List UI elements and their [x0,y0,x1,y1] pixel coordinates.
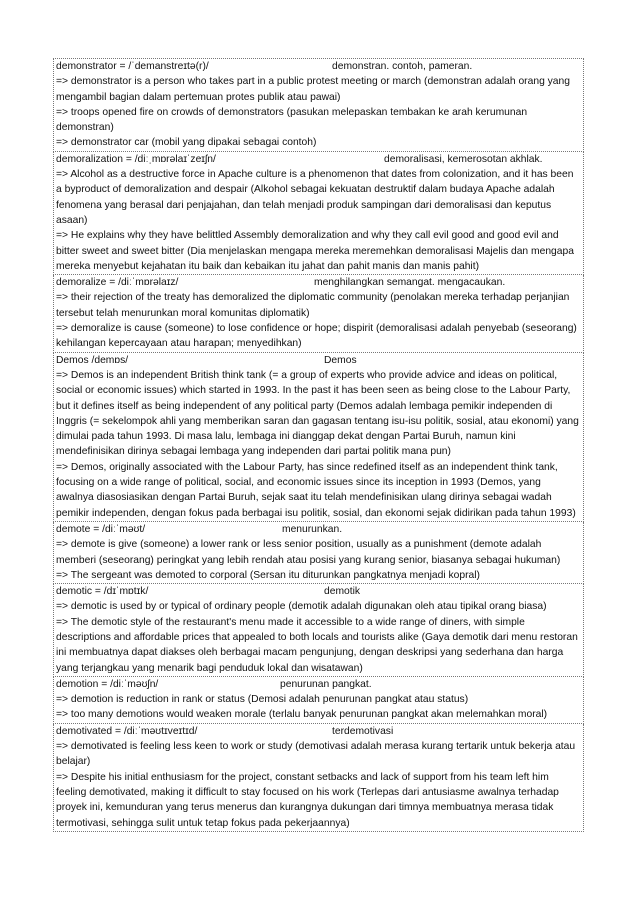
example-sentence: => Alcohol as a destructive force in Apache culture is a phenomenon that dates from colonization, and it has been a byproduct of demoralization and despair (Alkohol sebagai kekuatan destruktif dalam budaya Apache adalah fenomena yang berasal dari penjajahan, dan telah menjadi produk sampingan dari demoralisasi dan keputus asaan) [56,169,574,226]
entry-term: Demos /demɒs/ [56,354,129,366]
entry-header [54,677,583,692]
example-sentence: => He explains why they have belittled Assembly demoralization and why they call evil good and good evil and bitter sweet and sweet bitter (Dia menjelaskan mengapa mereka meremehkan demoralisasi Majelis dan mengapa mereka menyebut kejahatan itu baik dan kebaikan itu jahat dan pahit manis dan manis pahit) [56,230,574,272]
entry-meaning: demonstran. contoh, pameran. [332,61,473,72]
entry-header [54,152,583,167]
example-sentence: => The demotic style of the restaurant's menu made it accessible to a wide range of diners, with simple descriptions and affordable prices that appealed to both locals and tourists alike (Gaya demotik dari menu restoran ini membuatnya dapat diakses oleh berbagai macam pengunjung, dengan deskripsi yang sederhana dan harga yang terjangkau yang menarik bagi penduduk lokal dan wisatawan) [56,616,578,674]
entry-meaning: demotik [324,586,361,598]
dictionary-entry [53,522,584,584]
entry-term: demote = /diːˈməʊt/ [56,523,146,535]
entry-header [54,724,583,739]
example-sentence: => demonstrator is a person who takes part in a public protest meeting or march (demonstran adalah orang yang mengambil bagian dalam pertemuan protes publik atau pawai) [56,76,570,103]
example-sentence: => demonstrator car (mobil yang dipakai sebagai contoh) [56,137,317,149]
dictionary-entry [53,58,584,152]
entry-term: demoralize = /diːˈmɒrəlaɪz/ [56,277,179,289]
entry-term: demoralization = /diːˌmɒrəlaɪˈzeɪʃn/ [56,153,216,165]
entry-header [54,353,583,368]
example-sentence: => troops opened fire on crowds of demonstrators (pasukan melepaskan tembakan ke arah kerumunan demonstran) [56,106,528,134]
example-sentence: => their rejection of the treaty has demoralized the diplomatic community (penolakan mereka terhadap perjanjian tersebut telah menurunkan moral komunitas diplomatik) [56,292,570,319]
example-sentence: => demotivated is feeling less keen to work or study (demotivasi adalah merasa kurang tertarik untuk bekerja atau belajar) [56,741,576,768]
entry-meaning: menurunkan. [282,523,343,535]
entry-header [54,522,583,537]
example-sentence: => demoralize is cause (someone) to lose confidence or hope; dispirit (demoralisasi adalah penyebab (seseorang) kehilangan kepercayaan atau harapan; menyedihkan) [56,323,577,350]
entry-header [54,59,583,74]
dictionary-entry [53,677,584,724]
example-sentence: => Demos is an independent British think tank (= a group of experts who provide advice and ideas on political, social or economic issues) which started in 1993. In the past it has been seen as being close to the Labour Party, but it defines itself as being independent of any political party (Demos adalah lembaga pemikir independen di Inggris (= sekelompok ahli yang memberikan saran dan gagasan tentang isu-isu politik, sosial, atau ekonomi) yang dimulai pada tahun 1993. Di masa lalu, lembaga ini dianggap dekat dengan Partai Buruh, namun kini mendefinisikan dirinya sebagai lembaga yang independen dari partai politik mana pun) [56,369,579,458]
entry-term: demotion = /diːˈməʊʃn/ [56,678,159,690]
entry-term: demotivated = /diːˈməʊtɪveɪtɪd/ [56,725,198,737]
dictionary-entry [53,152,584,275]
entry-term: demotic = /dɪˈmɒtɪk/ [56,586,149,598]
example-sentence: => Demos, originally associated with the Labour Party, has since redefined itself as an independent think tank, focusing on a wide range of political, social, and economic issues since its inception in 1993 (Demos, yang awalnya diasosiasikan dengan Partai Buruh, sejak saat itu telah mendefinisikan ulang dirinya sebagai wadah pemikir independen, dengan fokus pada berbagai isu politik, sosial, dan ekonomi sejak didirikan pada tahun 1993) [56,461,576,519]
entry-header [54,584,583,599]
example-sentence: => Despite his initial enthusiasm for the project, constant setbacks and lack of support from his team left him feeling demotivated, making it difficult to stay focused on his work (Terlepas dari antusiasme awalnya terhadap proyek ini, kemunduran yang terus menerus dan kurangnya dukungan dari timnya membuatnya merasa tidak termotivasi, sehingga sulit untuk tetap fokus pada pekerjaannya) [56,771,559,829]
entry-meaning: demoralisasi, kemerosotan akhlak. [384,153,543,165]
example-sentence: => too many demotions would weaken morale (terlalu banyak penurunan pangkat akan melemahkan moral) [56,709,548,721]
example-sentence: => demote is give (someone) a lower rank or less senior position, usually as a punishment (demote adalah memberi (seseorang) peringkat yang lebih rendah atau posisi yang kurang senior, biasanya sebagai hukuman) [56,539,561,566]
entry-meaning: Demos [324,354,357,366]
example-sentence: => demotion is reduction in rank or status (Demosi adalah penurunan pangkat atau status) [56,694,469,706]
entry-header [54,275,583,290]
entry-meaning: terdemotivasi [332,725,394,737]
dictionary-page [53,58,584,832]
dictionary-entry [53,353,584,522]
dictionary-entry [53,724,584,832]
entry-term: demonstrator = /ˈdemanstreɪtə(r)/ [56,61,209,72]
dictionary-entry [53,584,584,677]
dictionary-entry [53,275,584,352]
entry-meaning: penurunan pangkat. [280,678,372,690]
example-sentence: => demotic is used by or typical of ordinary people (demotik adalah digunakan oleh atau tipikal orang biasa) [56,601,547,613]
example-sentence: => The sergeant was demoted to corporal (Sersan itu diturunkan pangkatnya menjadi kopral) [56,569,480,581]
entry-meaning: menghilangkan semangat. mengacaukan. [314,277,506,289]
